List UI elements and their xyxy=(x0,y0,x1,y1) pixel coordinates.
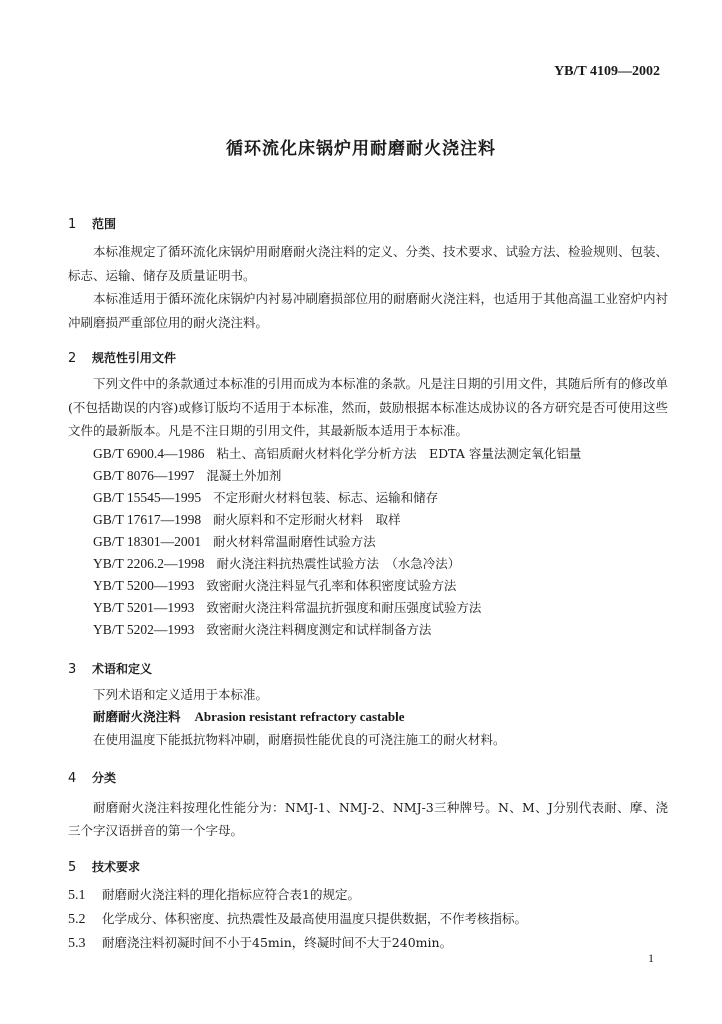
reference-item xyxy=(68,487,668,509)
reference-title: 耐火材料常温耐磨性试验方法 xyxy=(213,533,376,549)
reference-title: 致密耐火浇注料稠度测定和试样制备方法 xyxy=(206,621,432,637)
reference-title: 不定形耐火材料包装、标志、运输和储存 xyxy=(213,489,439,505)
reference-code: GB/T 8076—1997 xyxy=(93,467,195,483)
term-chinese: 耐磨耐火浇注料 xyxy=(93,709,181,724)
reference-item xyxy=(68,509,668,531)
section-4-heading xyxy=(68,768,668,788)
section-title: 技术要求 xyxy=(92,859,141,874)
reference-title: 耐火原料和不定形耐火材料 取样 xyxy=(213,511,401,527)
section-number: 1 xyxy=(68,217,77,232)
reference-title: 混凝土外加剂 xyxy=(206,467,282,483)
term-definition: 在使用温度下能抵抗物料冲刷，耐磨损性能优良的可浇注施工的耐火材料。 xyxy=(93,732,506,747)
reference-code: GB/T 6900.4—1986 xyxy=(93,445,205,461)
reference-code: YB/T 5200—1993 xyxy=(93,577,195,593)
reference-code: GB/T 18301—2001 xyxy=(93,533,202,549)
section-3-heading xyxy=(68,659,668,679)
paragraph: 耐磨耐火浇注料按理化性能分为：NMJ-1、NMJ-2、NMJ-3三种牌号。N、M、J分别代表耐、摩、浇三个字汉语拼音的第一个字母。 xyxy=(68,799,668,838)
reference-item xyxy=(68,465,668,487)
requirement-item xyxy=(68,931,668,955)
reference-item xyxy=(68,575,668,597)
reference-item xyxy=(68,619,668,641)
reference-code: YB/T 5201—1993 xyxy=(93,599,195,615)
paragraph: 下列文件中的条款通过本标准的引用而成为本标准的条款。凡是注日期的引用文件，其随后所有的修改单(不包括勘误的内容)或修订版均不适用于本标准，然而，鼓励根据本标准达成协议的各方研究是否可使用这些文件的最新版本。凡是不注日期的引用文件，其最新版本适用于本标准。 xyxy=(68,376,669,438)
requirement-item xyxy=(68,907,668,931)
reference-code: GB/T 17617—1998 xyxy=(93,511,202,527)
section-number: 5 xyxy=(68,859,77,875)
section-title: 分类 xyxy=(92,770,117,785)
reference-code: GB/T 15545—1995 xyxy=(93,489,202,505)
requirement-text: 耐磨耐火浇注料的理化指标应符合表1的规定。 xyxy=(102,886,360,902)
reference-title: 粘土、高铝质耐火材料化学分析方法 EDTA 容量法测定氧化铝量 xyxy=(216,445,582,461)
section-2-heading xyxy=(68,348,668,368)
requirement-item xyxy=(68,883,668,907)
paragraph: 下列术语和定义适用于本标准。 xyxy=(93,686,269,702)
reference-title: 耐火浇注料抗热震性试验方法 （水急冷法） xyxy=(216,555,461,571)
reference-title: 致密耐火浇注料常温抗折强度和耐压强度试验方法 xyxy=(206,599,482,615)
requirement-number: 5.3 xyxy=(68,935,86,951)
term-entry xyxy=(68,706,668,728)
paragraph: 本标准适用于循环流化床锅炉内衬易冲刷磨损部位用的耐磨耐火浇注料，也适用于其他高温工业窑炉内衬冲刷磨损严重部位用的耐火浇注料。 xyxy=(68,291,669,330)
section-number: 4 xyxy=(68,770,77,786)
section-1-heading xyxy=(68,214,668,234)
reference-code: YB/T 2206.2—1998 xyxy=(93,555,205,571)
reference-item xyxy=(68,531,668,553)
page-title: 循环流化床锅炉用耐磨耐火浇注料 xyxy=(226,139,496,159)
term-english: Abrasion resistant refractory castable xyxy=(194,709,405,724)
section-title: 规范性引用文件 xyxy=(92,351,177,365)
document-code: YB/T 4109—2002 xyxy=(554,64,660,79)
section-title: 术语和定义 xyxy=(92,661,153,676)
requirement-number: 5.2 xyxy=(68,911,86,927)
section-title: 范围 xyxy=(92,217,117,231)
section-number: 3 xyxy=(68,661,77,677)
reference-code: YB/T 5202—1993 xyxy=(93,621,195,637)
requirement-number: 5.1 xyxy=(68,887,86,903)
section-number: 2 xyxy=(68,351,77,366)
reference-title: 致密耐火浇注料显气孔率和体积密度试验方法 xyxy=(206,577,457,593)
requirement-text: 化学成分、体积密度、抗热震性及最高使用温度只提供数据，不作考核指标。 xyxy=(102,910,528,926)
section-5-heading xyxy=(68,857,668,877)
paragraph: 本标准规定了循环流化床锅炉用耐磨耐火浇注料的定义、分类、技术要求、试验方法、检验规则、包装、标志、运输、储存及质量证明书。 xyxy=(68,244,669,283)
reference-item xyxy=(68,443,668,465)
page-number: 1 xyxy=(648,951,654,965)
reference-item xyxy=(68,597,668,619)
document-body xyxy=(68,200,668,955)
requirement-text: 耐磨浇注料初凝时间不小于45min，终凝时间不大于240min。 xyxy=(102,934,453,950)
reference-item xyxy=(68,553,668,575)
